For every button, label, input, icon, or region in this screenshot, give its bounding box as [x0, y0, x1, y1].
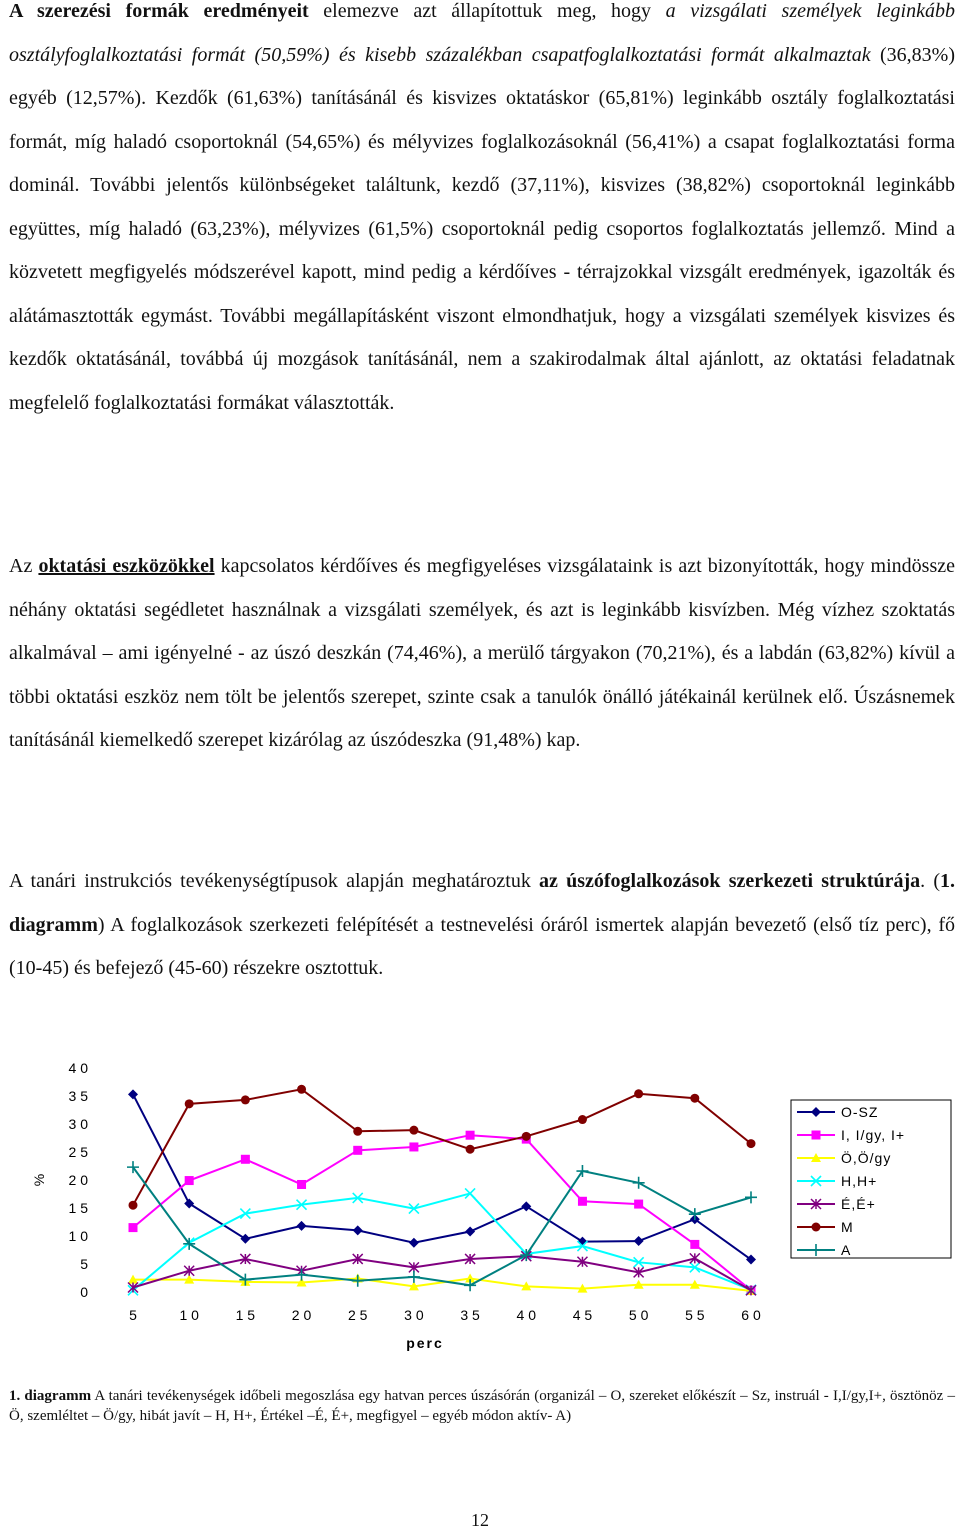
series-line: [133, 1094, 751, 1259]
y-tick-label: 1 0: [68, 1228, 88, 1244]
chart-series: [127, 1085, 757, 1296]
data-point: [465, 1227, 475, 1237]
y-axis: [69, 1060, 89, 1300]
legend-label: H,H+: [841, 1173, 878, 1189]
data-point: [409, 1142, 418, 1151]
y-axis-label: %: [31, 1173, 47, 1187]
data-point: [241, 1155, 250, 1164]
data-point: [353, 1225, 363, 1235]
data-point: [184, 1199, 194, 1209]
text-run: elemezve azt állapítottuk meg, hogy: [308, 0, 666, 22]
data-point: [466, 1145, 475, 1154]
data-point: [634, 1089, 643, 1098]
y-tick-label: 2 0: [68, 1172, 88, 1188]
series-line: [133, 1193, 751, 1290]
data-point: [185, 1099, 194, 1108]
data-point: [240, 1234, 250, 1244]
data-point: [297, 1085, 306, 1094]
data-point: [690, 1094, 699, 1103]
data-point: [521, 1201, 531, 1211]
data-point: [522, 1132, 531, 1141]
x-tick-label: 1 5: [235, 1307, 256, 1323]
data-point: [352, 1275, 364, 1287]
series-1: [129, 1131, 756, 1295]
paragraph-lesson-structure: [9, 860, 955, 991]
legend-label: O-SZ: [841, 1104, 879, 1120]
data-point: [634, 1200, 643, 1209]
legend-label: A: [841, 1242, 852, 1258]
series-5: [129, 1085, 756, 1210]
y-tick-label: 2 5: [68, 1144, 88, 1160]
data-point: [409, 1126, 418, 1135]
y-tick-label: 5: [80, 1256, 88, 1272]
x-axis: [129, 1307, 761, 1323]
x-tick-label: 2 5: [347, 1307, 368, 1323]
data-point: [464, 1279, 476, 1291]
data-point: [633, 1177, 645, 1189]
series-3: [128, 1188, 756, 1295]
x-tick-label: 2 0: [291, 1307, 312, 1323]
data-point: [690, 1240, 699, 1249]
y-tick-label: 3 0: [68, 1116, 88, 1132]
text-run: (36,83%) egyéb (12,57%). Kezdők (61,63%) tanításánál és kisvizes oktatáskor (65,81%) leginkább osztály foglalkoztatási formát, míg haladó csoportoknál (54,65%) és mélyvizes foglalkozásoknál (56,41%) a csapat foglalkoztatási forma dominál. További jelentős különbségeket találtunk, kezdő (37,11%), kisvizes (38,82%) csoportoknál leginkább együttes, míg haladó (63,23%), mélyvizes (61,5%) csoportoknál pedig csoportos foglalkoztatás jellemző. Mind a közvetett megfigyelés módszerével kapott, mind pedig a kérdőíves - térrajzokkal vizsgált eredmények, igazolták és alátámasztották egymást. További megállapításként viszont elmondhatjuk, hogy a vizsgálati személyek kisvizes és kezdők oktatásánál, továbbá új mozgások tanításánál, nem a szakirodalmak által ajánlott, az oktatási feladatnak megfelelő foglalkoztatási formákat választották.: [9, 43, 955, 414]
legend-marker: [812, 1223, 821, 1232]
activity-time-distribution-chart: [0, 1050, 960, 1370]
x-tick-label: 5 0: [628, 1307, 649, 1323]
text-run: az úszófoglalkozások szerkezeti struktúrája: [539, 870, 921, 892]
series-2: [128, 1274, 756, 1295]
legend-label: M: [841, 1219, 854, 1235]
legend-marker: [812, 1131, 821, 1140]
page-number: 12: [471, 1510, 489, 1530]
x-tick-label: 3 0: [404, 1307, 424, 1323]
text-run: A szerezési formák eredményeit: [9, 0, 309, 22]
x-tick-label: 5: [129, 1307, 137, 1323]
series-0: [128, 1089, 756, 1264]
figure-caption: [9, 1386, 955, 1426]
data-point: [241, 1095, 250, 1104]
paragraph-forms-results: [9, 0, 955, 425]
text-run: kapcsolatos kérdőíves és megfigyeléses vizsgálataink is azt bizonyították, hogy mindössze néhány oktatási segédletet használnak a vizsgálati személyek, és azt is leginkább kisvízben. Még vízhez szoktatás alkalmával – ami igényelné - az úszó deszkán (74,46%), a merülő tárgyakon (70,21%), és a labdán (63,82%) kívül a többi oktatási eszköz nem tölt be jelentős szerepet, szinte csak a tanulók önálló játékainál kerülnek elő. Úszásnemek tanításánál kiemelkedő szerepet kizárólag az úszódeszka (91,48%) kap.: [9, 555, 955, 751]
caption-label: 1. diagramm: [9, 1388, 92, 1404]
data-point: [747, 1139, 756, 1148]
data-point: [745, 1191, 757, 1203]
data-point: [409, 1238, 419, 1248]
series-line: [133, 1089, 751, 1205]
text-run: 1. diagramm: [9, 870, 955, 936]
data-point: [297, 1180, 306, 1189]
data-point: [466, 1131, 475, 1140]
data-point: [408, 1271, 420, 1283]
chart-legend: [791, 1100, 951, 1258]
text-run: A tanári instrukciós tevékenységtípusok alapján meghatároztuk: [9, 870, 540, 892]
legend-label: Ö,Ö/gy: [841, 1150, 892, 1166]
data-point: [634, 1236, 644, 1246]
data-point: [185, 1176, 194, 1185]
y-tick-label: 4 0: [68, 1060, 88, 1076]
x-axis-label: perc: [406, 1335, 444, 1351]
x-tick-label: 5 5: [685, 1307, 705, 1323]
legend-label: I, I/gy, I+: [841, 1127, 906, 1143]
legend-marker: [810, 1244, 822, 1256]
text-run: Az: [9, 555, 39, 577]
x-tick-label: 4 5: [572, 1307, 593, 1323]
data-point: [576, 1165, 588, 1177]
data-point: [578, 1115, 587, 1124]
data-point: [239, 1274, 251, 1286]
text-run: oktatási eszközökkel: [38, 555, 215, 577]
legend-marker: [811, 1107, 821, 1117]
caption-text: A tanári tevékenységek időbeli megoszlása egy hatvan perces úszásórán (organizál – O, szereket előkészít – Sz, instruál - I,I/gy,I+, ösztönöz – Ö, szemléltet – Ö/gy, hibát javít – H, H+, Értékel –É, É+, megfigyel – egyéb módon aktív- A): [9, 1388, 955, 1424]
x-tick-label: 3 5: [460, 1307, 480, 1323]
data-point: [129, 1223, 138, 1232]
text-run: . (: [920, 870, 940, 892]
data-point: [353, 1127, 362, 1136]
data-point: [129, 1201, 138, 1210]
paragraph-teaching-tools: [9, 545, 955, 763]
data-point: [128, 1089, 138, 1099]
data-point: [578, 1197, 587, 1206]
data-point: [689, 1208, 701, 1220]
data-point: [353, 1146, 362, 1155]
x-tick-label: 6 0: [741, 1307, 761, 1323]
y-tick-label: 0: [80, 1284, 88, 1300]
legend-label: É,É+: [841, 1196, 876, 1212]
x-tick-label: 1 0: [179, 1307, 199, 1323]
text-run: ) A foglalkozások szerkezeti felépítését a testnevelési óráról ismertek alapján bevezető (első tíz perc), fő (10-45) és befejező (45-60) részekre osztottuk.: [9, 913, 955, 979]
series-4: [128, 1251, 756, 1295]
y-tick-label: 1 5: [68, 1200, 88, 1216]
text-run: a vizsgálati személyek leginkább osztályfoglalkoztatási formát (50,59%) és kisebb százalékban csapatfoglalkoztatási formát alkalmaztak: [9, 0, 955, 66]
data-point: [297, 1221, 307, 1231]
y-tick-label: 3 5: [68, 1088, 88, 1104]
x-tick-label: 4 0: [516, 1307, 537, 1323]
